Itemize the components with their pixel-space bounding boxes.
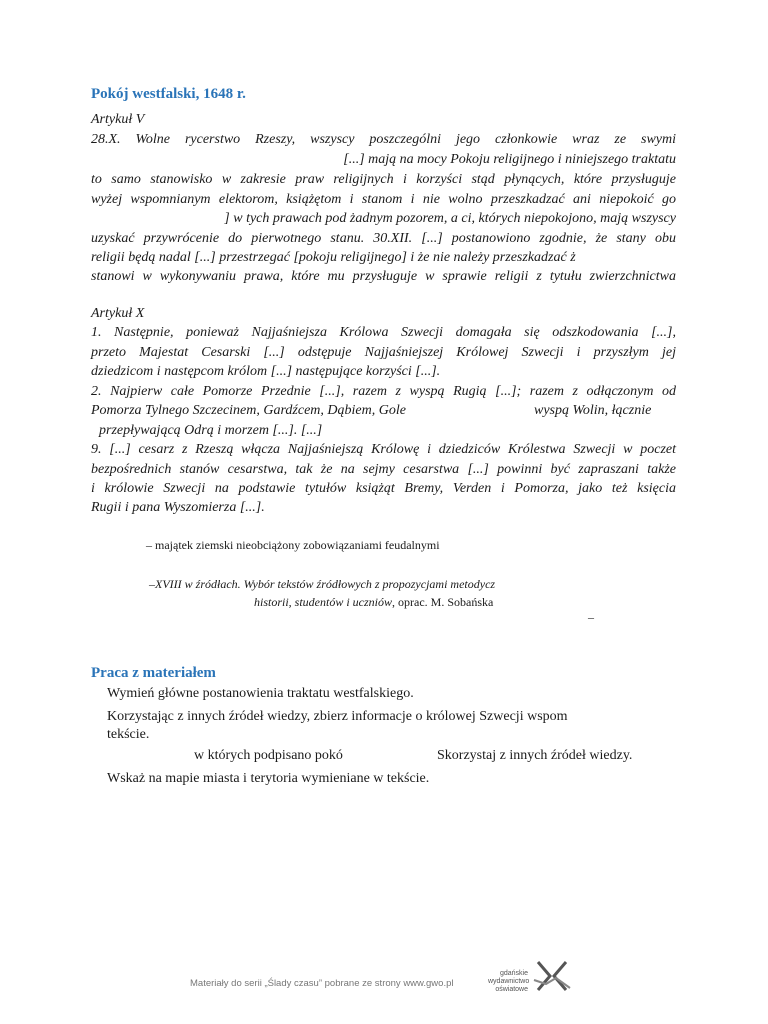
work-heading: Praca z materiałem (91, 665, 216, 681)
footnote: – majątek ziemski nieobciążony zobowiązaniami feudalnymi (146, 538, 440, 552)
task-item: Skorzystaj z innych źródeł wiedzy. (437, 748, 633, 763)
text-line: wyżej wspomnianym elektorom, książętom i stanom i nie wolno przeszkadzać ani niepokoić go (91, 192, 676, 207)
text-line: przeto Majestat Cesarski [...] odstępuje Najjaśniejszej Królowej Szwecji i przyszłym jej (91, 345, 676, 360)
task-item: Korzystając z innych źródeł wiedzy, zbierz informacje o królowej Szwecji wspom (107, 709, 568, 724)
text-line: Rugii i pana Wyszomierza [...]. (91, 500, 265, 515)
text-line: 28.X. Wolne rycerstwo Rzeszy, wszyscy poszczególni jego członkowie wraz ze swymi (91, 132, 676, 147)
text-line: przepływającą Odrą i morzem [...]. [...] (99, 423, 323, 438)
publisher-line: oświatowe (495, 986, 528, 993)
text-line: religii będą nadal [...] przestrzegać [pokoju religijnego] i że nie należy przeszkadzać ż (91, 250, 576, 265)
text-line: to samo stanowisko w zakresie praw religijnych i korzyści stąd płynących, które przysługuje (91, 172, 676, 187)
task-item: tekście. (107, 727, 150, 742)
page-title: Pokój westfalski, 1648 r. (91, 86, 246, 102)
source-book-title: historii, studentów i uczniów (254, 595, 393, 609)
text-line: 1. Następnie, ponieważ Najjaśniejsza Królowa Szwecji domagała się odszkodowania [...], (91, 325, 676, 340)
footer-text: Materiały do serii „Ślady czasu” pobrane ze strony www.gwo.pl (190, 978, 454, 989)
text-line: [...] mają na mocy Pokoju religijnego i niniejszego traktatu (343, 152, 676, 167)
text-line: dziedzicom i następcom królom [...] następujące korzyści [...]. (91, 364, 441, 379)
publisher-line: wydawnictwo (488, 978, 530, 985)
task-item: Wskaż na mapie miasta i terytoria wymieniane w tekście. (107, 771, 430, 786)
text-line: 9. [...] cesarz z Rzeszą włącza Najjaśniejszą Królowę i dziedziców Królestwa Szwecji w poczet (91, 442, 676, 457)
text-line: uzyskać przywrócenie do pierwotnego stanu. 30.XII. [...] postanowiono zgodnie, że stany obu (91, 231, 676, 246)
text-line: stanowi w wykonywaniu prawa, które mu przysługuje w sprawie religii z tytułu zwierzchnictwa (91, 269, 676, 284)
source-dash: – (588, 610, 594, 624)
text-line: ] w tych prawach pod żadnym pozorem, a ci, których niepokojono, mają wszyscy (224, 211, 676, 226)
source-line: –XVIII w źródłach. Wybór tekstów źródłowych z propozycjami metodycz (149, 577, 496, 591)
task-item: w których podpisano pokó (194, 748, 343, 763)
publisher-logo-icon (532, 958, 572, 994)
text-line: bezpośrednich stanów cesarstwa, tak że na sejmy cesarstwa [...] powinni być zapraszani także (91, 462, 676, 477)
source-line (254, 595, 493, 610)
publisher-line: gdańskie (499, 970, 528, 977)
text-line: wyspą Wolin, łącznie (534, 403, 652, 418)
task-item: Wymień główne postanowienia traktatu westfalskiego. (107, 686, 414, 701)
text-line: 2. Najpierw całe Pomorze Przednie [...], razem z wyspą Rugią [...]; razem z odłączonym od (91, 384, 676, 399)
article-5-heading: Artykuł V (91, 112, 145, 127)
publisher-name (488, 970, 528, 994)
source-editor: , oprac. M. Sobańska (392, 595, 494, 609)
text-line: Pomorza Tylnego Szczecinem, Gardźcem, Dąbiem, Gole (91, 403, 406, 418)
article-10-heading: Artykuł X (91, 306, 145, 321)
text-line: i królowie Szwecji na podstawie tytułów książąt Bremy, Verden i Pomorza, jako też księcia (91, 481, 676, 496)
